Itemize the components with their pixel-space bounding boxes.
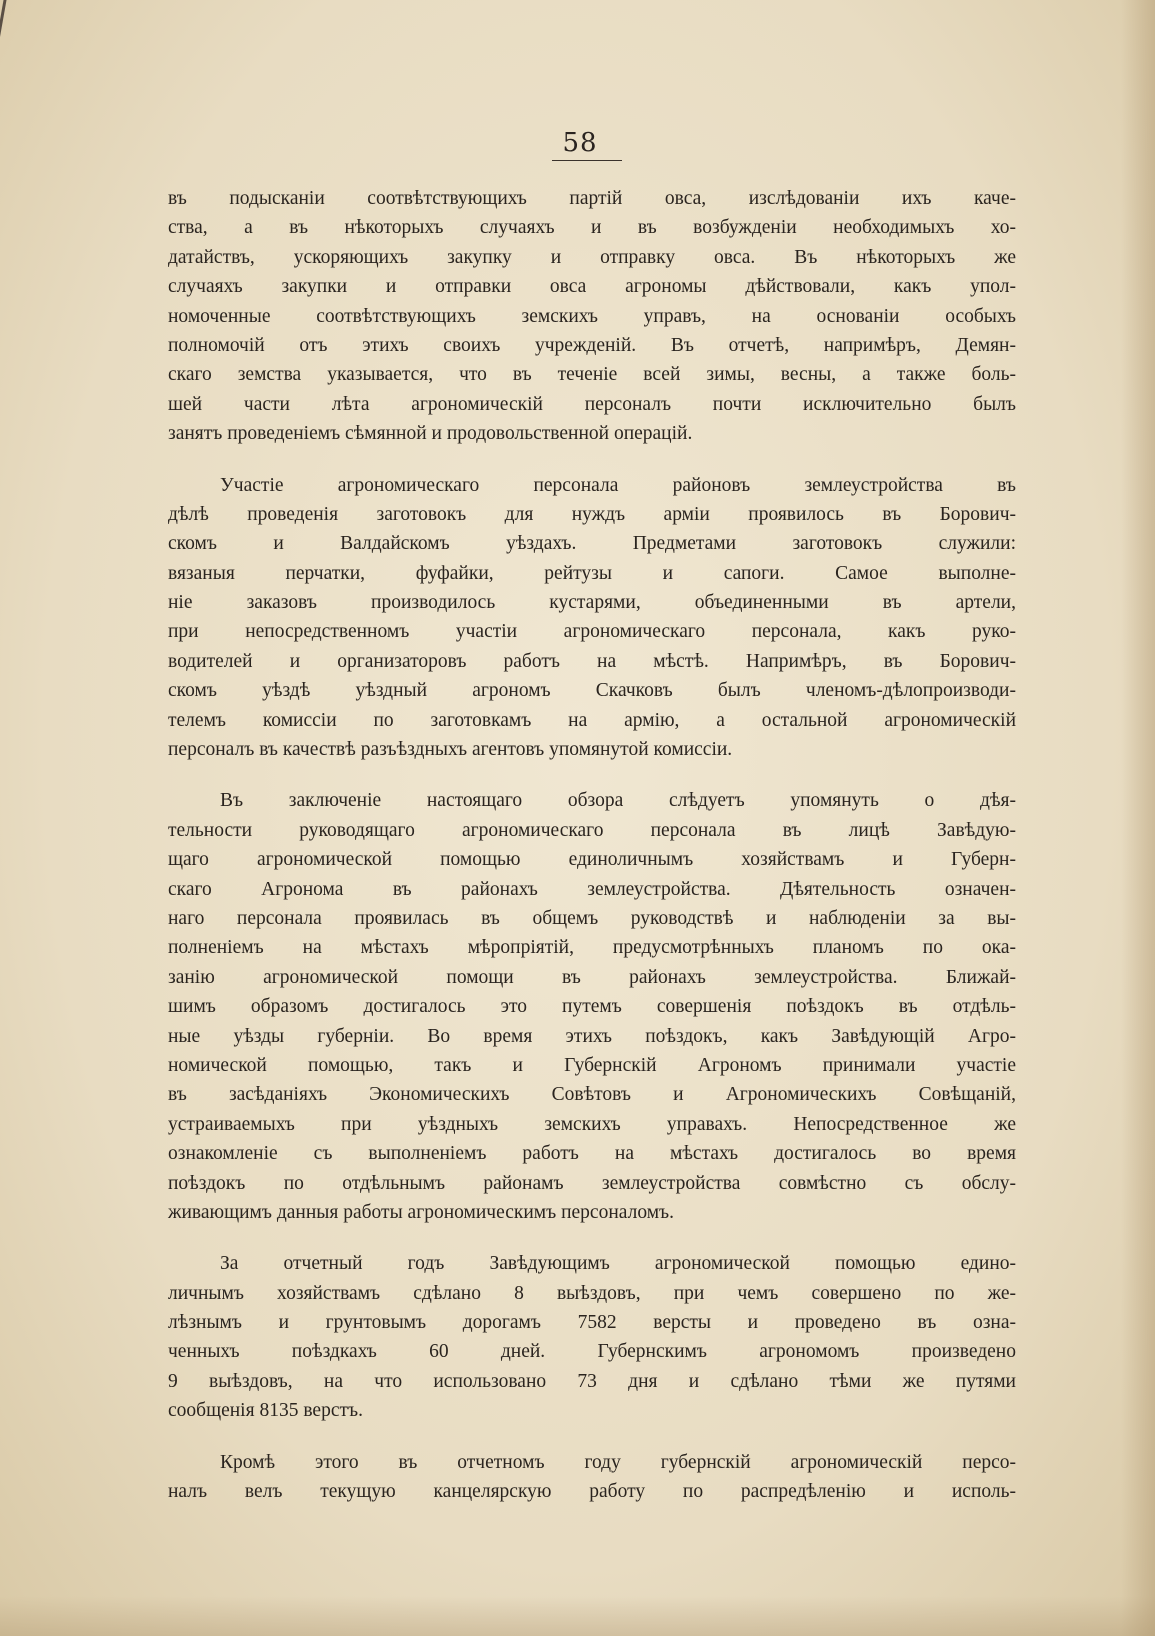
text-line: полномочій отъ этихъ своихъ учрежденій. Въ отчетѣ, напримѣръ, Демян- [168,334,1016,356]
text-line: номической помощью, такъ и Губернскій Агрономъ принимали участіе [168,1054,1016,1076]
text-line: наго персонала проявилась въ общемъ руководствѣ и наблюденіи за вы- [168,907,1016,929]
text-line: поѣздокъ по отдѣльнымъ районамъ землеустройства совмѣстно съ обслу- [168,1172,1016,1194]
paragraph [168,1448,1016,1507]
text-line: скомъ уѣздѣ уѣздный агрономъ Скачковъ былъ членомъ-дѣлопроизводи- [168,680,1016,702]
text-line: при непосредственномъ участіи агрономическаго персонала, какъ руко- [168,621,1016,643]
text-line: Кромѣ этого въ отчетномъ году губернскій агрономическій персо- [220,1451,1016,1473]
text-line: ства, а въ нѣкоторыхъ случаяхъ и въ возбужденіи необходимыхъ хо- [168,217,1016,239]
text-line: Участіе агрономическаго персонала районовъ землеустройства въ [220,474,1016,496]
text-line: ные уѣзды губерніи. Во время этихъ поѣздокъ, какъ Завѣдующій Агро- [168,1025,1016,1047]
text-line: ознакомленіе съ выполненіемъ работъ на мѣстахъ достигалось во время [168,1143,1016,1165]
text-line: шимъ образомъ достигалось это путемъ совершенія поѣздокъ въ отдѣль- [168,996,1016,1018]
text-line: вязаныя перчатки, фуфайки, рейтузы и сапоги. Самое выполне- [168,562,1016,584]
text-line: въ засѣданіяхъ Экономическихъ Совѣтовъ и Агрономическихъ Совѣщаній, [168,1084,1016,1106]
text-line: скаго земства указывается, что въ теченіе всей зимы, весны, а также боль- [168,364,1016,386]
text-line: За отчетный годъ Завѣдующимъ агрономической помощью едино- [220,1253,1016,1275]
paragraph [168,786,1016,1227]
text-line: дѣлѣ проведенія заготовокъ для нуждъ арміи проявилось въ Борович- [168,503,1016,525]
text-line: шей части лѣта агрономическій персоналъ почти исключительно былъ [168,393,1016,415]
text-line: случаяхъ закупки и отправки овса агрономы дѣйствовали, какъ упол- [168,276,1016,298]
text-line: занію агрономической помощи въ районахъ землеустройства. Ближай- [168,966,1016,988]
page-number: 58 [562,128,598,158]
text-line: личнымъ хозяйствамъ сдѣлано 8 выѣздовъ, при чемъ совершено по же- [168,1282,1016,1304]
text-line: 9 выѣздовъ, на что использовано 73 дня и сдѣлано тѣми же путями [168,1370,1016,1392]
paragraph [168,471,1016,765]
text-line: ніе заказовъ производилось кустарями, объединенными въ артели, [168,592,1016,614]
text-line: скаго Агронома въ районахъ землеустройства. Дѣятельность означен- [168,878,1016,900]
text-line: персоналъ въ качествѣ разъѣздныхъ агентовъ упомянутой комиссіи. [168,739,733,761]
page-edge-shadow [1121,0,1155,1636]
text-line: тельности руководящаго агрономическаго персонала въ лицѣ Завѣдую- [168,819,1016,841]
text-line: полненіемъ на мѣстахъ мѣропріятій, предусмотрѣнныхъ планомъ по ока- [168,937,1016,959]
text-line: скомъ и Валдайскомъ уѣздахъ. Предметами заготовокъ служили: [168,533,1016,555]
text-line: живающимъ данныя работы агрономическимъ персоналомъ. [168,1201,675,1223]
text-line: ченныхъ поѣздкахъ 60 дней. Губернскимъ агрономомъ произведено [168,1341,1016,1363]
text-line: сообщенія 8135 верстъ. [168,1400,363,1422]
text-line: Въ заключеніе настоящаго обзора слѣдуетъ упомянуть о дѣя- [220,790,1016,812]
page-bottom-shadow [0,1596,1155,1636]
text-line: номоченные соотвѣтствующихъ земскихъ управъ, на основаніи особыхъ [168,305,1016,327]
paragraph [168,1249,1016,1425]
text-line: въ подысканіи соотвѣтствующихъ партій овса, изслѣдованіи ихъ каче- [168,188,1016,209]
text-line: щаго агрономической помощью единоличнымъ хозяйствамъ и Губерн- [168,849,1016,871]
text-line: устраиваемыхъ при уѣздныхъ земскихъ управахъ. Непосредственное же [168,1113,1016,1135]
corner-ink-mark [0,0,15,40]
text-line: датайствъ, ускоряющихъ закупку и отправку овса. Въ нѣкоторыхъ же [168,246,1016,268]
body-text [168,184,1016,1506]
text-line: водителей и организаторовъ работъ на мѣстѣ. Напримѣръ, въ Борович- [168,650,1016,672]
text-line: телемъ комиссіи по заготовкамъ на армію, а остальной агрономическій [168,709,1016,731]
text-line: занятъ проведеніемъ сѣмянной и продовольственной операцій. [168,423,693,445]
text-line: налъ велъ текущую канцелярскую работу по распредѣленію и исполь- [168,1481,1016,1503]
page-number-rule [552,160,622,161]
paragraph [168,184,1016,449]
text-line: лѣзнымъ и грунтовымъ дорогамъ 7582 версты и проведено въ озна- [168,1312,1016,1334]
